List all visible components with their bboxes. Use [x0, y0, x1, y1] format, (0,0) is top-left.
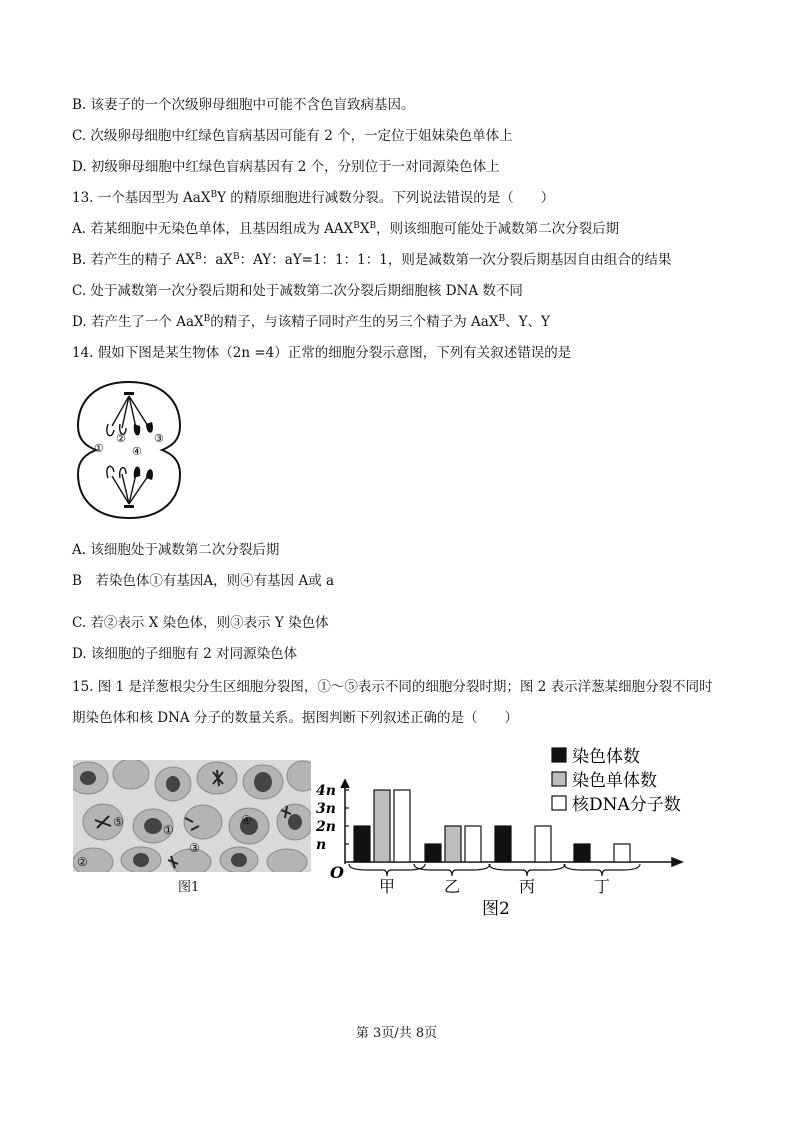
micrograph-label-5: ⑤: [113, 815, 124, 829]
q13-option-a: A. 若某细胞中无染色单体，且基因组成为 $AAX^BX^B$，则该细胞可能处于减数第二次分裂后期: [72, 221, 620, 237]
y-tick-label: 4n: [316, 783, 336, 799]
bar-0-0: [354, 826, 370, 862]
q14-option-c: C. 若②表示 X 染色体，则③表示 Y 染色体: [72, 615, 329, 631]
q12-option-b: B. 该妻子的一个次级卵母细胞中可能不含色盲致病基因。: [72, 97, 415, 113]
category-brace: [414, 864, 490, 876]
q14-option-b: B 若染色体①有基因A，则④有基因 A或 a: [72, 573, 335, 589]
chromosome-dna-bar-chart: [312, 742, 692, 922]
x-axis-arrow: [672, 858, 682, 866]
q13-option-d: D. 若产生了一个 AaX$^B$的精子，与该精子同时产生的另三个精子为 AaX$^B$、Y、Y: [72, 314, 550, 330]
category-label: 乙: [444, 877, 461, 896]
bar-1-0: [425, 844, 441, 862]
micrograph-label-4: ④: [241, 813, 252, 827]
category-label: 丙: [519, 877, 536, 896]
q14-option-a: A. 该细胞处于减数第二次分裂后期: [72, 542, 280, 558]
chart-legend: [552, 747, 681, 815]
bar-3-2: [614, 844, 630, 862]
y-tick-label: 2n: [316, 819, 336, 835]
bar-1-1: [445, 826, 461, 862]
y-tick-label: n: [316, 837, 327, 853]
micrograph-label-3: ③: [189, 841, 200, 855]
category-label: 甲: [379, 877, 396, 896]
bar-3-0: [574, 844, 590, 862]
chromosome-label-2: ②: [116, 432, 126, 445]
page-footer: 第 3页/共 8页: [355, 1026, 438, 1041]
q12-option-d: D. 初级卵母细胞中红绿色盲病基因有 2 个，分别位于一对同源染色体上: [72, 159, 500, 175]
q13-option-c: C. 处于减数第一次分裂后期和处于减数第二次分裂后期细胞核 DNA 数不同: [72, 283, 523, 299]
legend-swatch: [552, 796, 566, 810]
chromosome-label-1: ①: [94, 442, 104, 455]
chart-title: 图2: [482, 899, 510, 919]
q14-stem: 14. 假如下图是某生物体（2n =4）正常的细胞分裂示意图，下列有关叙述错误的是: [72, 345, 572, 361]
cell-division-diagram: [74, 380, 184, 520]
micrograph-label-2: ②: [77, 855, 88, 869]
q12-option-c: C. 次级卵母细胞中红绿色盲病基因可能有 2 个，一定位于姐妹染色单体上: [72, 128, 513, 144]
y-tick-label: 3n: [316, 801, 336, 817]
category-brace: [564, 864, 640, 876]
q13-stem: 13. 一个基因型为 AaX$^B$Y 的精原细胞进行减数分裂。下列说法错误的是（ ）: [72, 190, 555, 206]
category-label: 丁: [594, 877, 611, 896]
category-brace: [349, 864, 425, 876]
bar-1-2: [465, 826, 481, 862]
bar-0-1: [374, 790, 390, 862]
figure-1-caption: 图1: [178, 880, 200, 895]
micrograph-label-1: ①: [163, 823, 174, 837]
legend-label: 染色体数: [572, 747, 640, 767]
category-brace: [489, 864, 565, 876]
chromosome-label-3: ③: [154, 432, 164, 445]
origin-label: O: [330, 863, 344, 882]
bar-0-2: [394, 790, 410, 862]
q15-stem-line-1: 15. 图 1 是洋葱根尖分生区细胞分裂图，①～⑤表示不同的细胞分裂时期；图 2 表示洋葱某细胞分裂不同时: [72, 679, 713, 695]
q15-stem-line-2: 期染色体和核 DNA 分子的数量关系。据图判断下列叙述正确的是（ ）: [72, 710, 518, 726]
legend-label: 染色单体数: [572, 771, 657, 791]
legend-label: 核DNA分子数: [572, 795, 681, 815]
legend-swatch: [552, 748, 566, 762]
bar-2-0: [495, 826, 511, 862]
chromosome-label-4: ④: [132, 445, 142, 458]
legend-swatch: [552, 772, 566, 786]
bar-2-2: [535, 826, 551, 862]
q13-option-b: B. 若产生的精子 $AX^B$：$aX^B$：AY：aY=1：1：1：1，则是减数第一次分裂后期基因自由组合的结果: [72, 252, 672, 268]
y-axis-arrow: [341, 780, 349, 788]
q14-option-d: D. 该细胞的子细胞有 2 对同源染色体: [72, 646, 298, 662]
onion-root-tip-micrograph: [73, 760, 311, 872]
